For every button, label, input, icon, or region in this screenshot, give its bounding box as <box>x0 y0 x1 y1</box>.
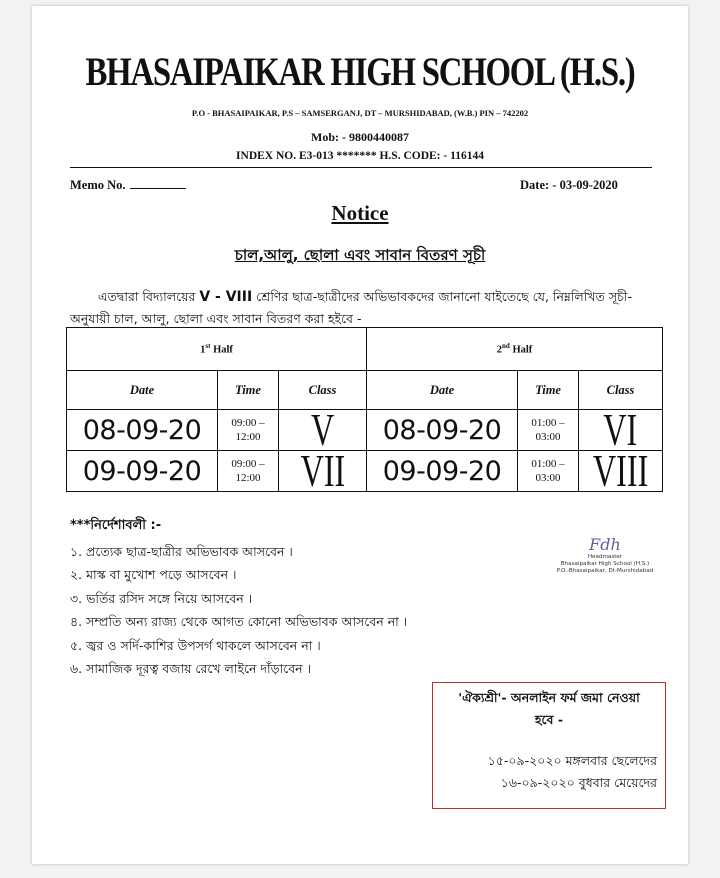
class-cell <box>579 444 663 496</box>
class-numeral: VII <box>300 444 345 496</box>
time-cell <box>518 410 579 451</box>
col-header-time: Time <box>518 371 579 410</box>
table-row <box>67 410 663 451</box>
online-form-date-girls: ১৬-০৯-২০২০ বুধবার মেয়েদের <box>500 775 657 790</box>
time-start: 09:00 – <box>231 417 265 429</box>
time-start: 01:00 – <box>531 417 565 429</box>
mobile-number: Mob: - 9800440087 <box>311 130 409 144</box>
school-name: BHASAIPAIKAR HIGH SCHOOL (H.S.) <box>85 49 635 94</box>
date-cell: 08-09-20 <box>67 410 218 451</box>
online-form-date-boys: ১৫-০৯-২০২০ মঙ্গলবার ছেলেদের <box>487 753 657 768</box>
headmaster-signature <box>555 535 655 575</box>
table-row <box>67 451 663 492</box>
list-item: ১. প্রত্যেক ছাত্র-ছাত্রীর অভিভাবক আসবেন । <box>70 544 293 559</box>
col-header-date: Date <box>367 371 518 410</box>
header-divider <box>70 167 652 168</box>
col-header-class: Class <box>279 371 367 410</box>
first-half-header: 1st Half <box>67 328 367 371</box>
time-end: 03:00 <box>535 431 561 443</box>
instructions-list <box>70 540 407 680</box>
signature-title: Headmaster <box>587 554 623 560</box>
time-start: 01:00 – <box>531 458 565 470</box>
signature-scribble: Fdh <box>589 535 621 554</box>
memo-number <box>70 178 186 193</box>
time-cell <box>518 451 579 492</box>
online-form-heading <box>433 687 665 731</box>
list-item: ৪. সম্প্রতি অন্য রাজ্য থেকে আগত কোনো অভিভাবক আসবেন না । <box>70 614 408 630</box>
list-item: ২. মাস্ক বা মুখোশ পড়ে আসবেন । <box>70 567 237 583</box>
time-cell <box>218 410 279 451</box>
class-numeral: V <box>310 403 335 455</box>
signature-school: Bhasaipaikar High School (H.S.) <box>560 561 650 567</box>
list-item: ৩. ভর্তির রসিদ সঙ্গে নিয়ে আসবেন । <box>70 590 253 606</box>
notice-intro <box>70 286 655 330</box>
online-form-heading-line2: হবে - <box>534 712 564 727</box>
index-code-line: INDEX NO. E3-013 ******* H.S. CODE: - 116144 <box>236 150 484 162</box>
date-cell: 09-09-20 <box>367 451 518 492</box>
list-item: ৫. জ্বর ও সর্দি-কাশির উপসর্গ থাকলে আসবেন না । <box>70 637 321 653</box>
memo-label: Memo No. <box>70 178 126 192</box>
date-cell: 08-09-20 <box>367 410 518 451</box>
notice-subtitle: চাল,আলু, ছোলা এবং সাবান বিতরণ সূচী <box>234 246 486 264</box>
col-header-date: Date <box>67 371 218 410</box>
instructions-heading: ***নির্দেশাবলী :- <box>70 518 162 533</box>
online-form-box <box>432 682 666 809</box>
notice-title: Notice <box>331 201 389 225</box>
memo-blank <box>130 188 186 189</box>
time-cell <box>218 451 279 492</box>
time-end: 03:00 <box>535 472 561 484</box>
intro-classes: V - VIII <box>199 289 253 305</box>
online-form-heading-line1: 'ঐক্যশ্রী'- অনলাইন ফর্ম জমা নেওয়া <box>458 690 640 705</box>
distribution-schedule-table <box>66 327 663 496</box>
col-header-time: Time <box>218 371 279 410</box>
notice-date: Date: - 03-09-2020 <box>520 178 618 192</box>
second-half-header: 2nd Half <box>367 328 663 371</box>
class-numeral: VIII <box>592 444 649 496</box>
col-header-class: Class <box>579 371 663 410</box>
list-item: ৬. সামাজিক দূরত্ব বজায় রেখে লাইনে দাঁড়াবেন । <box>70 660 312 676</box>
time-end: 12:00 <box>235 472 261 484</box>
class-numeral: VI <box>603 403 638 455</box>
time-start: 09:00 – <box>231 458 265 470</box>
intro-pre: এতদ্বারা বিদ্যালয়ের <box>98 289 196 304</box>
class-cell <box>279 444 367 496</box>
signature-place: P.O.-Bhasaipaikar, Dt-Murshidabad <box>556 568 654 574</box>
school-address: P.O - BHASAIPAIKAR, P.S – SAMSERGANJ, DT – MURSHIDABAD, (W.B.) PIN – 742202 <box>191 108 529 118</box>
date-cell: 09-09-20 <box>67 451 218 492</box>
time-end: 12:00 <box>235 431 261 443</box>
intro-post: শ্রেণির ছাত্র-ছাত্রীদের অভিভাবকদের জানানো যাইতেছে যে, নিম্নলিখিত সূচী-অনুযায়ী চাল, আলু, ছোলা এবং সাবান বিতরণ করা হইবে - <box>70 289 632 326</box>
